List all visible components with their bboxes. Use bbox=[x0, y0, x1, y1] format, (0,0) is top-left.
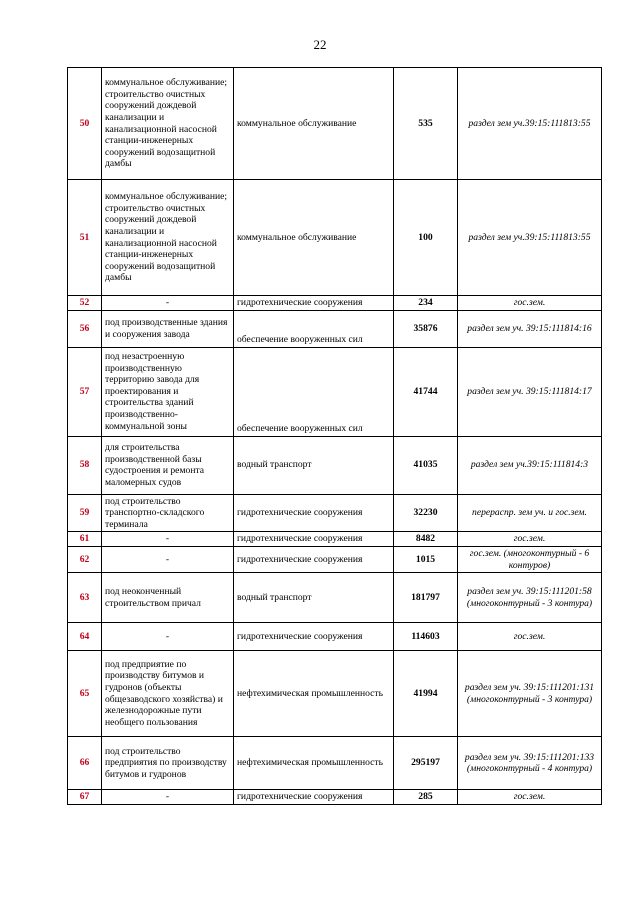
row-permitted-use: гидротехнические сооружения bbox=[234, 532, 394, 547]
row-number: 63 bbox=[68, 573, 102, 623]
row-number: 52 bbox=[68, 296, 102, 311]
table-row bbox=[68, 532, 602, 547]
row-number: 65 bbox=[68, 651, 102, 737]
row-permitted-use: гидротехнические сооружения bbox=[234, 790, 394, 805]
row-number: 51 bbox=[68, 180, 102, 296]
row-number: 64 bbox=[68, 623, 102, 651]
table-row bbox=[68, 296, 602, 311]
row-area: 41994 bbox=[394, 651, 458, 737]
row-area: 234 bbox=[394, 296, 458, 311]
table-row bbox=[68, 68, 602, 180]
row-description: под производственные здания и сооружения завода bbox=[102, 310, 234, 347]
row-permitted-use: водный транспорт bbox=[234, 573, 394, 623]
row-number: 67 bbox=[68, 790, 102, 805]
row-note: раздел зем уч.39:15:111813:55 bbox=[458, 68, 602, 180]
row-area: 41035 bbox=[394, 436, 458, 494]
row-area: 285 bbox=[394, 790, 458, 805]
row-permitted-use: гидротехнические сооружения bbox=[234, 546, 394, 572]
row-note: гос.зем. bbox=[458, 532, 602, 547]
table-row bbox=[68, 546, 602, 572]
row-area: 1015 bbox=[394, 546, 458, 572]
row-area: 41744 bbox=[394, 347, 458, 436]
row-description: - bbox=[102, 623, 234, 651]
row-area: 535 bbox=[394, 68, 458, 180]
row-permitted-use: обеспечение вооруженных сил bbox=[234, 347, 394, 436]
row-note: гос.зем. bbox=[458, 623, 602, 651]
row-area: 32230 bbox=[394, 494, 458, 532]
row-permitted-use: коммунальное обслуживание bbox=[234, 68, 394, 180]
table-row bbox=[68, 310, 602, 347]
row-description: под предприятие по производству битумов и гудронов (объекты общезаводского хозяйства) и железнодорожные пути необщего пользования bbox=[102, 651, 234, 737]
row-permitted-use: гидротехнические сооружения bbox=[234, 494, 394, 532]
row-area: 35876 bbox=[394, 310, 458, 347]
table-row bbox=[68, 651, 602, 737]
row-number: 50 bbox=[68, 68, 102, 180]
row-number: 56 bbox=[68, 310, 102, 347]
table-row bbox=[68, 494, 602, 532]
row-description: - bbox=[102, 296, 234, 311]
row-description: под незастроенную производственную территорию завода для проектирования и строительства зданий производственно-коммунальной зоны bbox=[102, 347, 234, 436]
row-area: 295197 bbox=[394, 737, 458, 790]
row-note: раздел зем уч.39:15:111814:3 bbox=[458, 436, 602, 494]
table-row bbox=[68, 180, 602, 296]
row-number: 61 bbox=[68, 532, 102, 547]
row-permitted-use: коммунальное обслуживание bbox=[234, 180, 394, 296]
row-description: коммунальное обслуживание; строительство очистных сооружений дождевой канализации и канализационной насосной станции-инженерных сооружений водозащитной дамбы bbox=[102, 68, 234, 180]
row-permitted-use: гидротехнические сооружения bbox=[234, 296, 394, 311]
row-description: - bbox=[102, 790, 234, 805]
page-number: 22 bbox=[313, 37, 327, 52]
row-permitted-use: обеспечение вооруженных сил bbox=[234, 310, 394, 347]
row-area: 181797 bbox=[394, 573, 458, 623]
table-row bbox=[68, 573, 602, 623]
table-row bbox=[68, 623, 602, 651]
row-number: 66 bbox=[68, 737, 102, 790]
row-description: под строительство предприятия по производству битумов и гудронов bbox=[102, 737, 234, 790]
row-permitted-use: водный транспорт bbox=[234, 436, 394, 494]
table-row bbox=[68, 790, 602, 805]
row-note: раздел зем уч.39:15:111813:55 bbox=[458, 180, 602, 296]
row-description: коммунальное обслуживание; строительство очистных сооружений дождевой канализации и канализационной насосной станции-инженерных сооружений водозащитной дамбы bbox=[102, 180, 234, 296]
row-description: - bbox=[102, 546, 234, 572]
row-description: под строительство транспортно-складского терминала bbox=[102, 494, 234, 532]
row-note: раздел зем уч. 39:15:111201:131 (многоконтурный - 3 контура) bbox=[458, 651, 602, 737]
row-note: раздел зем уч. 39:15:111201:58 (многоконтурный - 3 контура) bbox=[458, 573, 602, 623]
row-description: под неоконченный строительством причал bbox=[102, 573, 234, 623]
row-description: для строительства производственной базы судостроения и ремонта маломерных судов bbox=[102, 436, 234, 494]
row-note: гос.зем. bbox=[458, 296, 602, 311]
land-plots-table bbox=[67, 67, 602, 805]
row-note: гос.зем. (многоконтурный - 6 контуров) bbox=[458, 546, 602, 572]
row-area: 114603 bbox=[394, 623, 458, 651]
row-note: гос.зем. bbox=[458, 790, 602, 805]
row-note: перераспр. зем уч. и гос.зем. bbox=[458, 494, 602, 532]
row-permitted-use: гидротехнические сооружения bbox=[234, 623, 394, 651]
row-permitted-use: нефтехимическая промышленность bbox=[234, 737, 394, 790]
table-row bbox=[68, 436, 602, 494]
table-row bbox=[68, 347, 602, 436]
row-area: 100 bbox=[394, 180, 458, 296]
row-note: раздел зем уч. 39:15:111201:133 (многоконтурный - 4 контура) bbox=[458, 737, 602, 790]
row-number: 59 bbox=[68, 494, 102, 532]
row-description: - bbox=[102, 532, 234, 547]
row-permitted-use: нефтехимическая промышленность bbox=[234, 651, 394, 737]
table-row bbox=[68, 737, 602, 790]
row-area: 8482 bbox=[394, 532, 458, 547]
row-number: 57 bbox=[68, 347, 102, 436]
row-note: раздел зем уч. 39:15:111814:16 bbox=[458, 310, 602, 347]
row-number: 62 bbox=[68, 546, 102, 572]
row-note: раздел зем уч. 39:15:111814:17 bbox=[458, 347, 602, 436]
row-number: 58 bbox=[68, 436, 102, 494]
